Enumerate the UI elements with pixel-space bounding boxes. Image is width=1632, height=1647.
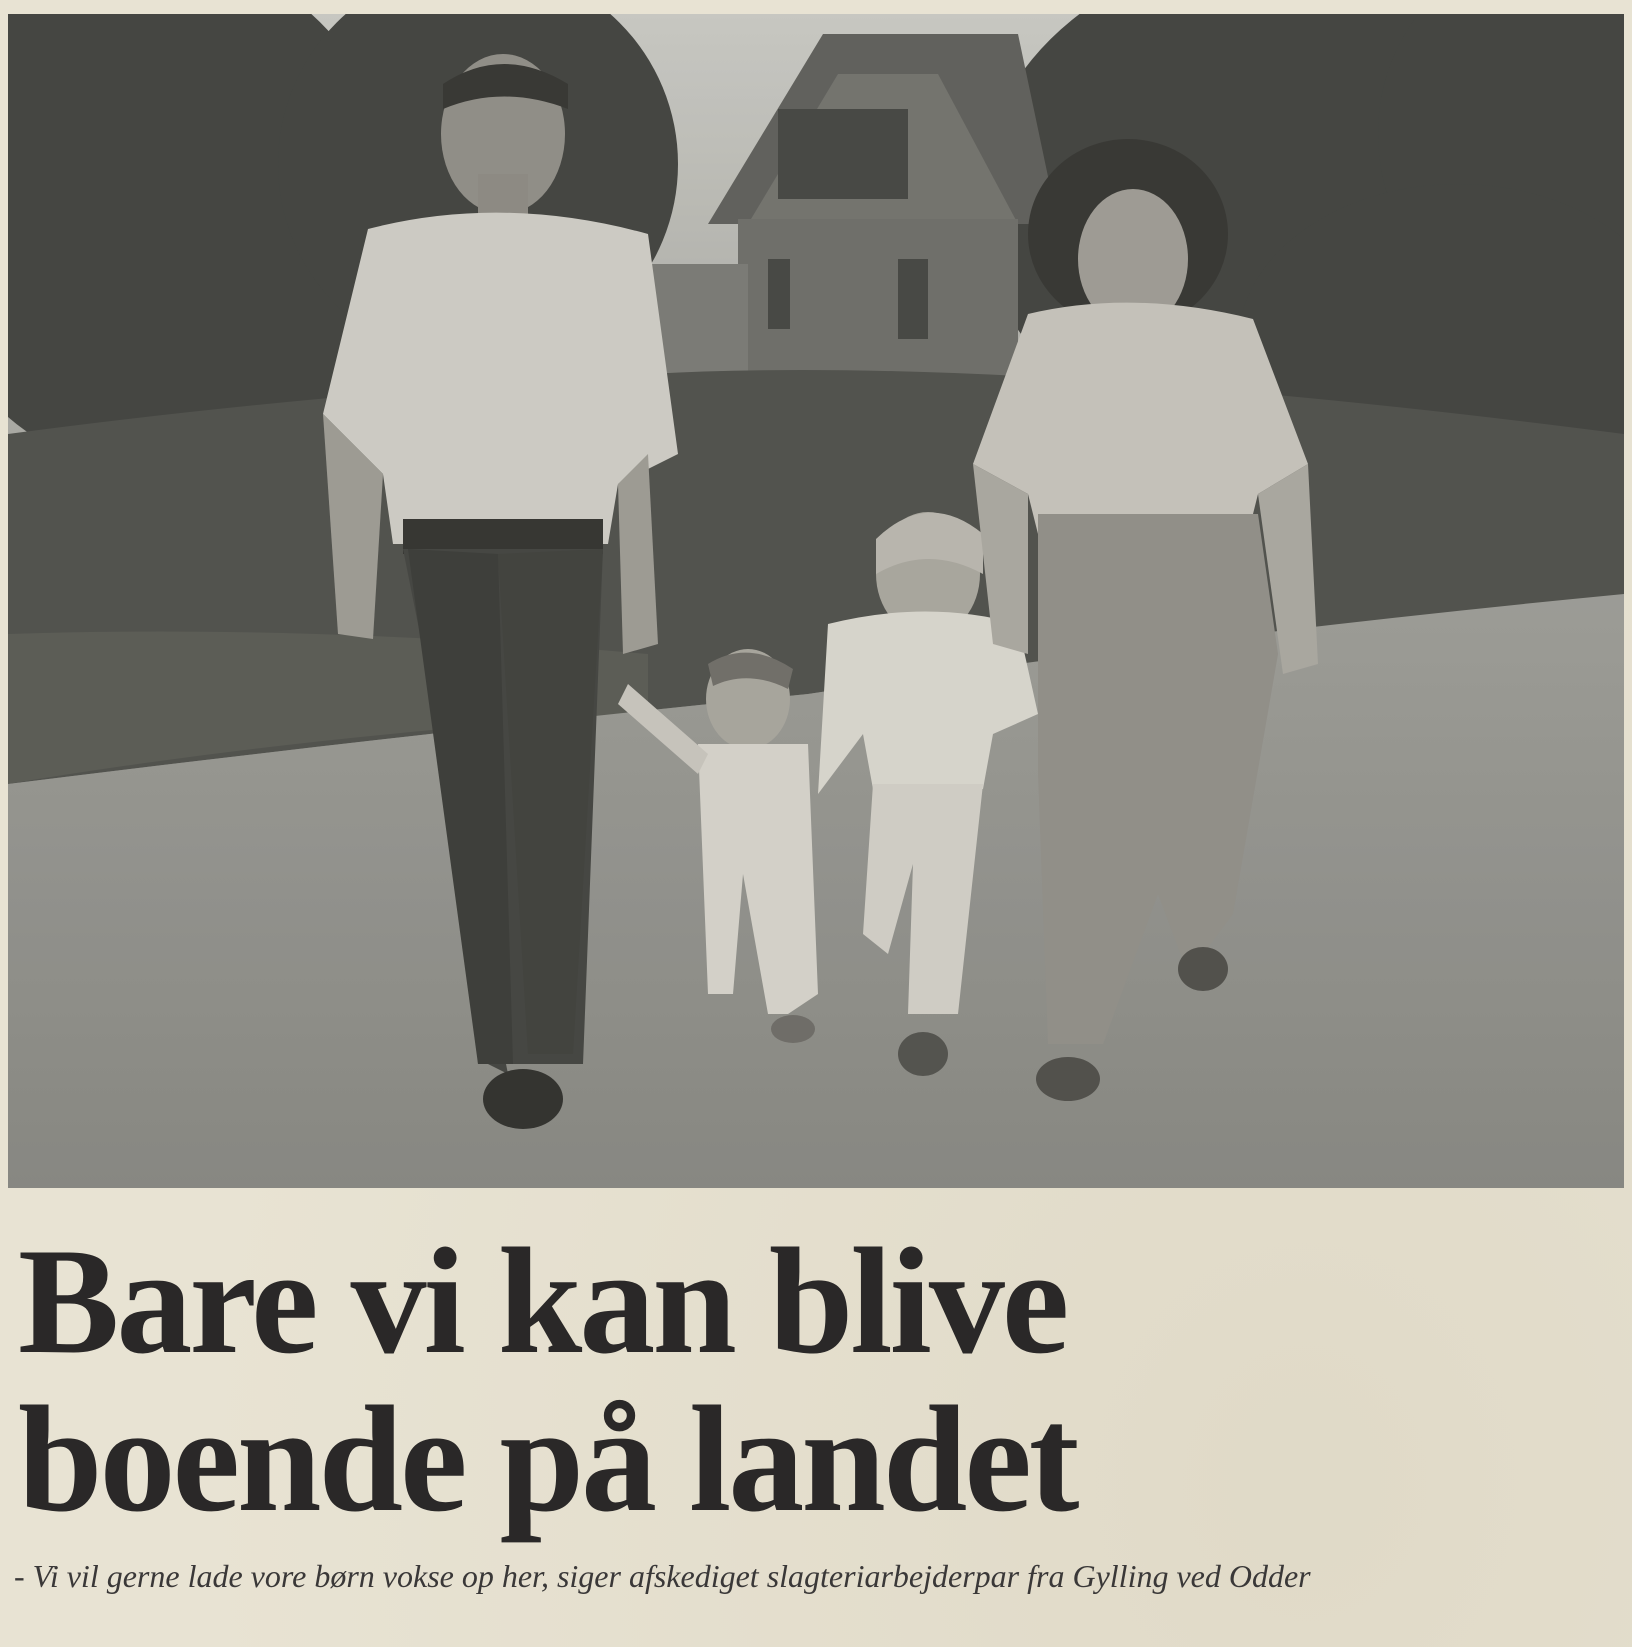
headline-line-2: boende på landet [18,1375,1077,1543]
headline-line-1: Bare vi kan blive [18,1217,1067,1385]
headline [18,1217,1518,1543]
subheadline: - Vi vil gerne lade vore børn vokse op her, siger afskediget slagteriarbejderpar fra Gylling ved Odder [14,1558,1311,1594]
family-photo [8,14,1624,1188]
